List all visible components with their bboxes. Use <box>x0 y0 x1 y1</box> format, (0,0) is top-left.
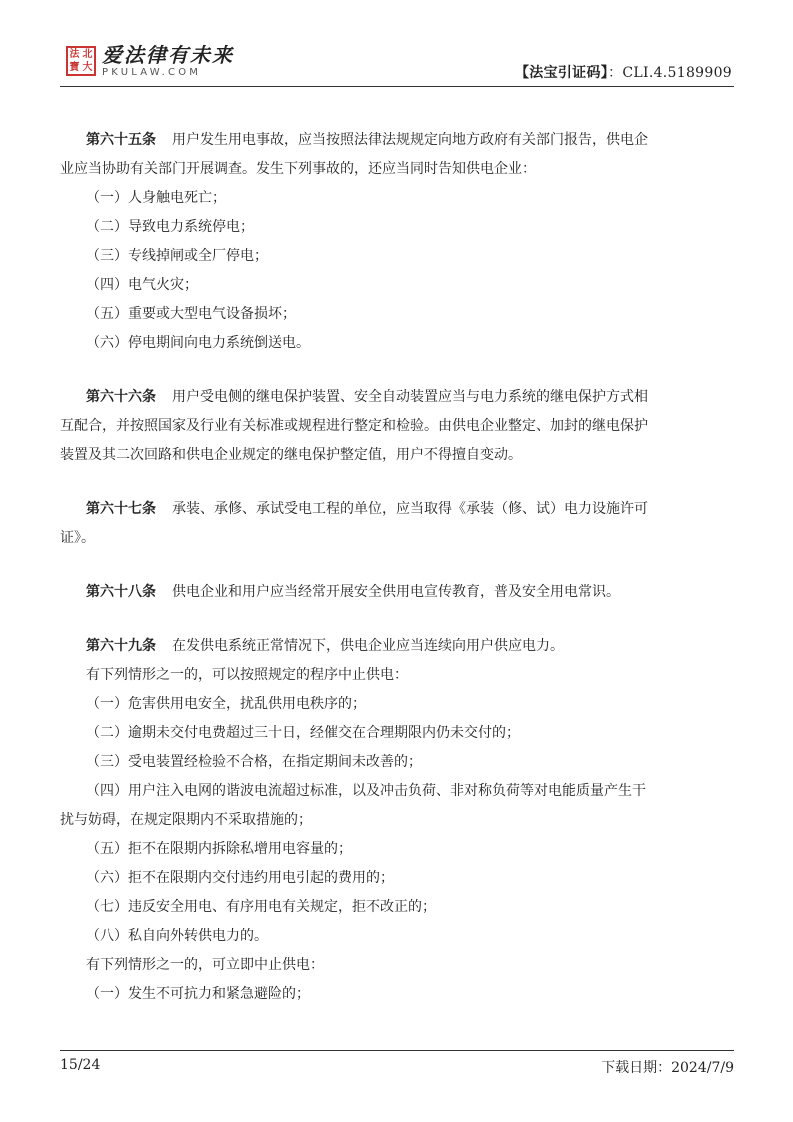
list-item: （二）逾期未交付电费超过三十日，经催交在合理期限内仍未交付的； <box>86 725 520 741</box>
list-item: （一）发生不可抗力和紧急避险的； <box>86 986 310 1002</box>
list-item: （一）危害供用电安全，扰乱供用电秩序的； <box>86 696 366 712</box>
list-item: （三）专线掉闸或全厂停电； <box>86 248 268 264</box>
list-item: （六）停电期间向电力系统倒送电。 <box>86 335 310 351</box>
article-68: 第六十八条 供电企业和用户应当经常开展安全供用电宣传教育，普及安全用电常识。 <box>86 584 620 600</box>
logo-slogan: 爱法律有未来 <box>102 43 234 67</box>
article-66: 第六十六条 用户受电侧的继电保护装置、安全自动装置应当与电力系统的继电保护方式相 互配合，并按照国家及行业有关标准或规程进行整定和检验。由供电企业整定、加封的继电保护 装置及其二次回路和供电企业规定的继电保护整定值，用户不得擅自变动。 <box>60 389 648 463</box>
list-item: （四）用户注入电网的谐波电流超过标准，以及冲击负荷、非对称负荷等对电能质量产生干 <box>86 783 646 799</box>
list-item: （一）人身触电死亡； <box>86 190 226 206</box>
list-item: （五）重要或大型电气设备损坏； <box>86 306 296 322</box>
logo-url: PKULAW.COM <box>102 67 202 78</box>
list-item: （四）电气火灾； <box>86 277 198 293</box>
list-item: （八）私自向外转供电力的。 <box>86 928 268 944</box>
page-footer <box>60 1050 734 1076</box>
download-date: 下载日期：2024/7/9 <box>601 1060 734 1076</box>
article-title: 第六十六条 <box>86 389 156 405</box>
article-67: 第六十七条 承装、承修、承试受电工程的单位，应当取得《承装（修、试）电力设施许可 证》。 <box>60 501 648 546</box>
article-65: 第六十五条 用户发生用电事故，应当按照法律法规规定向地方政府有关部门报告，供电企 业应当协助有关部门开展调查。发生下列事故的，还应当同时告知供电企业： （一）人身触电死亡； （二）导致电力系统停电； （三）专线掉闸或全厂停电； （四）电气火灾； （五）重要或大型电气设备损坏； （六）停电期间向电力系统倒送电。 <box>86 126 736 358</box>
list-item: （五）拒不在限期内拆除私增用电容量的； <box>86 841 352 857</box>
list-item: （六）拒不在限期内交付违约用电引起的费用的； <box>86 870 394 886</box>
article-title: 第六十九条 <box>86 638 156 654</box>
page-number: 15/24 <box>60 1057 101 1073</box>
pkulaw-logo <box>66 44 234 84</box>
logo-seal: 法 北 寶 大 <box>66 46 96 76</box>
article-title: 第六十五条 <box>86 132 156 148</box>
list-item: （三）受电装置经检验不合格，在指定期间未改善的； <box>86 754 422 770</box>
list-item: （七）违反安全用电、有序用电有关规定，拒不改正的； <box>86 899 436 915</box>
article-title: 第六十八条 <box>86 584 156 600</box>
article-69: 第六十九条 在发供电系统正常情况下，供电企业应当连续向用户供应电力。 有下列情形之一的，可以按照规定的程序中止供电： （一）危害供用电安全，扰乱供用电秩序的； （二）逾期未交付电费超过三十日，经催交在合理期限内仍未交付的； （三）受电装置经检验不合格，在指定期间未改善的； （四）用户注入电网的谐波电流超过标准，以及冲击负荷、非对称负荷等对电能质量产生干 扰与妨碍，在规定限期内不采取措施的； （五）拒不在限期内拆除私增用电容量的； （六）拒不在限期内交付违约用电引起的费用的； （七）违反安全用电、有序用电有关规定，拒不改正的； （八）私自向外转供电力的。 有下列情形之一的，可立即中止供电： （一）发生不可抗力和紧急避险的； <box>86 632 736 1009</box>
document-body <box>60 126 736 1009</box>
list-item: （二）导致电力系统停电； <box>86 219 254 235</box>
citation-code: 【法宝引证码】：CLI.4.5189909 <box>514 65 732 81</box>
page-header <box>60 42 734 87</box>
article-title: 第六十七条 <box>86 501 156 517</box>
